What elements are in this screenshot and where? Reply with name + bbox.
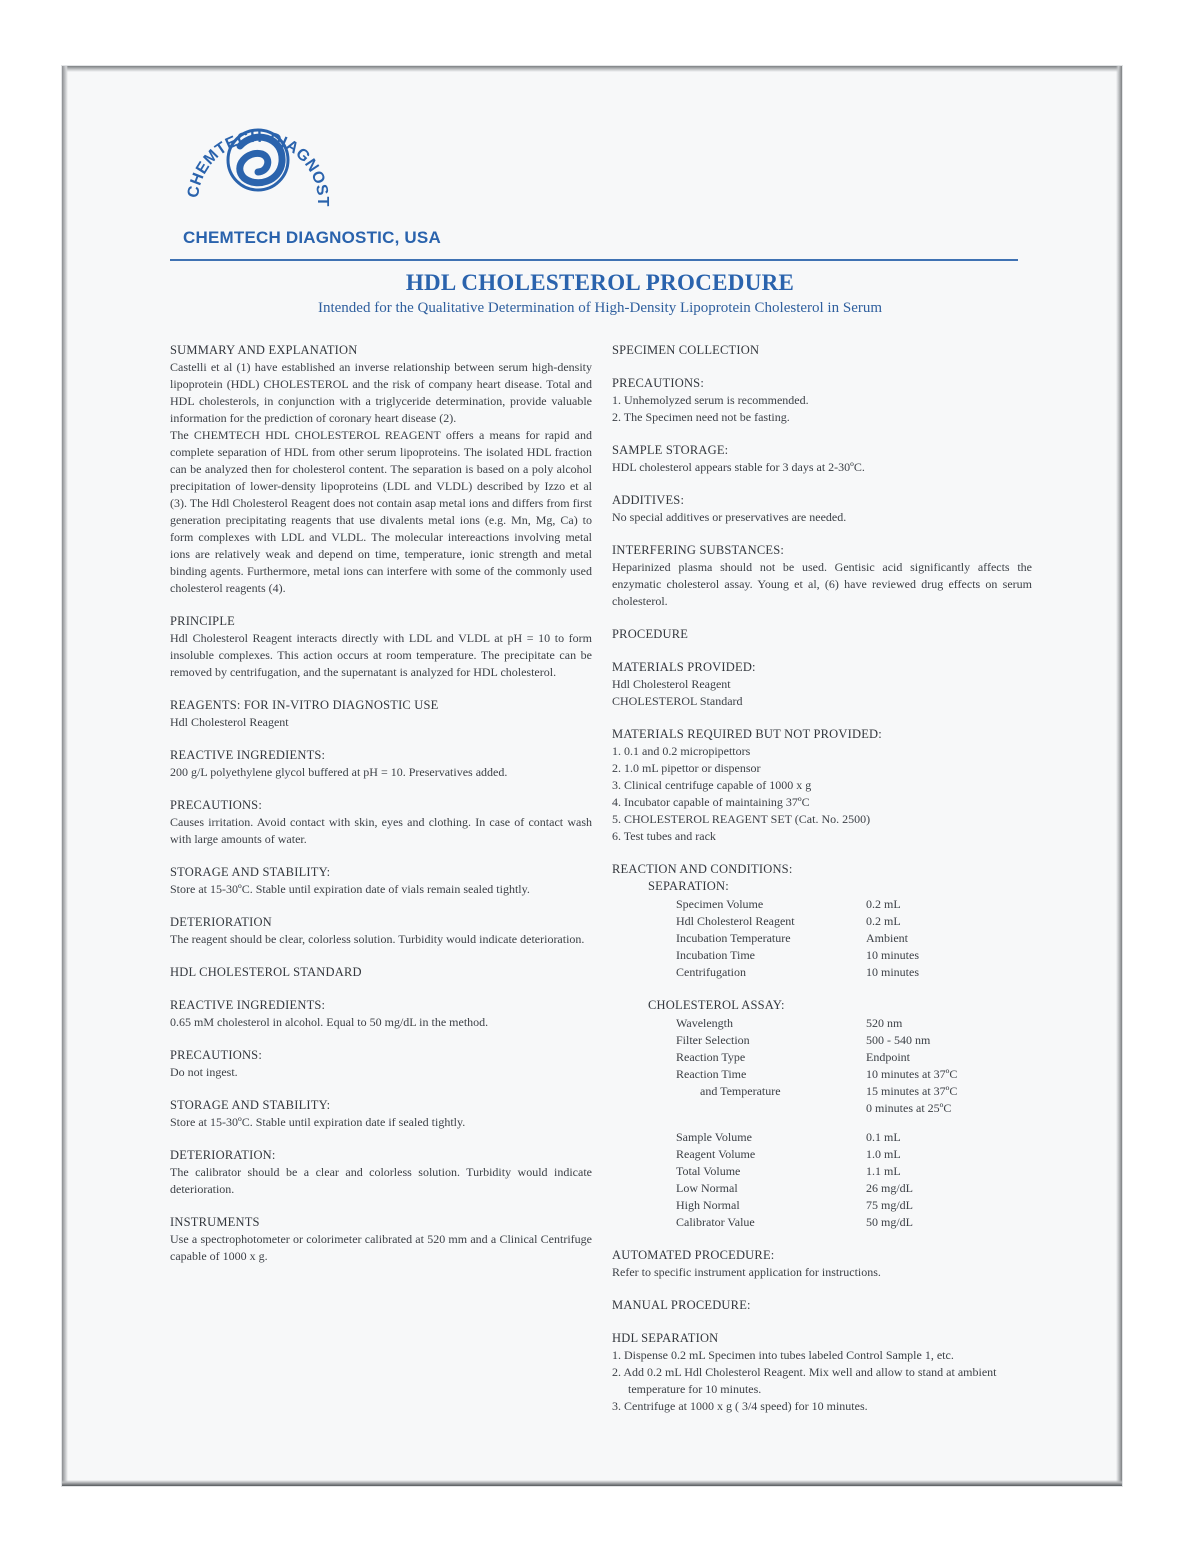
table-row — [676, 1066, 1032, 1083]
table-key: and Temperature — [676, 1084, 781, 1098]
paragraph: Causes irritation. Avoid contact with skin, eyes and clothing. In case of contact wash with large amounts of water. — [170, 815, 592, 846]
section-heading: MANUAL PROCEDURE: — [612, 1298, 751, 1312]
swirl-icon — [228, 130, 288, 190]
separation-table — [612, 896, 1032, 981]
list-item: 3. Clinical centrifuge capable of 1000 x g — [612, 778, 812, 792]
table-key: Low Normal — [676, 1181, 738, 1195]
section-heading: INSTRUMENTS — [170, 1215, 260, 1229]
header-rule — [170, 259, 1018, 261]
list-item: 1. Dispense 0.2 mL Specimen into tubes labeled Control Sample 1, etc. — [612, 1348, 954, 1362]
paragraph: Hdl Cholesterol Reagent — [170, 715, 289, 729]
company-name: CHEMTECH DIAGNOSTIC, USA — [183, 228, 441, 247]
table-value: 1.0 mL — [866, 1147, 901, 1161]
table-key: Incubation Temperature — [676, 931, 791, 945]
paragraph: Heparinized plasma should not be used. Gentisic acid significantly affects the enzymatic cholesterol assay. Young et al, (6) have reviewed drug effects on serum cholesterol. — [612, 560, 1032, 608]
table-row — [676, 1049, 1032, 1066]
section-heading: MATERIALS PROVIDED: — [612, 660, 756, 674]
section-heading: REACTIVE INGREDIENTS: — [170, 998, 326, 1012]
section-heading: INTERFERING SUBSTANCES: — [612, 543, 785, 557]
list-item: 4. Incubator capable of maintaining 37ºC — [612, 795, 810, 809]
section-heading: PRECAUTIONS: — [170, 1048, 262, 1062]
paragraph: Hdl Cholesterol Reagent interacts directly with LDL and VLDL at pH = 10 to form insoluble complexes. This action occurs at room temperature. The precipitate can be removed by centrifugation, and the supernatant is analyzed for HDL cholesterol. — [170, 631, 592, 679]
paragraph: Refer to specific instrument application for instructions. — [612, 1265, 881, 1279]
section-heading: SPECIMEN COLLECTION — [612, 343, 760, 357]
list-item: 1. Unhemolyzed serum is recommended. — [612, 393, 809, 407]
section-heading: ADDITIVES: — [612, 493, 685, 507]
section-heading: HDL CHOLESTEROL STANDARD — [170, 965, 362, 979]
table-value: 75 mg/dL — [866, 1198, 913, 1212]
table-value: Ambient — [866, 931, 908, 945]
paragraph: 200 g/L polyethylene glycol buffered at pH = 10. Preservatives added. — [170, 765, 508, 779]
paragraph: The reagent should be clear, colorless solution. Turbidity would indicate deterioration. — [170, 932, 585, 946]
table-row — [676, 913, 1032, 930]
list-item: 1. 0.1 and 0.2 micropipettors — [612, 744, 751, 758]
section-heading: STORAGE AND STABILITY: — [170, 865, 331, 879]
list-item: 2. The Specimen need not be fasting. — [612, 410, 790, 424]
table-value: 10 minutes at 37ºC — [866, 1067, 958, 1081]
paragraph: Store at 15-30ºC. Stable until expiration date if sealed tightly. — [170, 1115, 466, 1129]
paragraph: No special additives or preservatives are needed. — [612, 510, 847, 524]
table-row — [676, 1015, 1032, 1032]
table-value: 520 nm — [866, 1016, 903, 1030]
left-column — [170, 342, 592, 1281]
table-key: Sample Volume — [676, 1130, 752, 1144]
section-heading: REAGENTS: FOR IN-VITRO DIAGNOSTIC USE — [170, 698, 439, 712]
section-heading: PROCEDURE — [612, 627, 689, 641]
section-heading: DETERIORATION — [170, 915, 272, 929]
table-value: Endpoint — [866, 1050, 910, 1064]
table-row — [676, 1129, 1032, 1146]
section-heading: REACTIVE INGREDIENTS: — [170, 748, 326, 762]
company-logo — [180, 92, 340, 222]
table-row — [676, 1180, 1032, 1197]
paragraph: Castelli et al (1) have established an inverse relationship between serum high-density lipoprotein (HDL) CHOLESTEROL and the risk of company heart disease. Total and HDL cholesterols, in conjunction with a triglyceride determination, provide valuable information for the prediction of coronary heart disease (2). — [170, 360, 592, 425]
section-heading: REACTION AND CONDITIONS: — [612, 862, 793, 876]
paragraph: The calibrator should be a clear and colorless solution. Turbidity would indicate deterioration. — [170, 1165, 592, 1196]
list-item: Hdl Cholesterol Reagent — [612, 677, 731, 691]
scan-edge-bottom — [62, 1480, 1122, 1486]
table-value: 50 mg/dL — [866, 1215, 913, 1229]
table-value: 0.2 mL — [866, 897, 901, 911]
table-row — [676, 1146, 1032, 1163]
list-item: 2. Add 0.2 mL Hdl Cholesterol Reagent. Mix well and allow to stand at ambient temperature for 10 minutes. — [612, 1365, 997, 1396]
paragraph: Store at 15-30ºC. Stable until expiration date of vials remain sealed tightly. — [170, 882, 530, 896]
table-value: 500 - 540 nm — [866, 1033, 931, 1047]
table-key: Reagent Volume — [676, 1147, 756, 1161]
section-heading: PRECAUTIONS: — [170, 798, 262, 812]
document-title: HDL CHOLESTEROL PROCEDURE — [405, 270, 795, 295]
document-subtitle: Intended for the Qualitative Determination of High-Density Lipoprotein Cholesterol in Serum — [317, 300, 883, 316]
table-key: Calibrator Value — [676, 1215, 755, 1229]
paragraph: Use a spectrophotometer or colorimeter calibrated at 520 mm and a Clinical Centrifuge capable of 1000 x g. — [170, 1232, 592, 1263]
list-item: 2. 1.0 mL pipettor or dispensor — [612, 761, 761, 775]
subsection-heading: CHOLESTEROL ASSAY: — [648, 998, 785, 1012]
table-key — [676, 1100, 866, 1117]
table-value: 0.1 mL — [866, 1130, 901, 1144]
table-key: Incubation Time — [676, 948, 756, 962]
list-item: 5. CHOLESTEROL REAGENT SET (Cat. No. 2500) — [612, 812, 871, 826]
table-row — [676, 1163, 1032, 1180]
section-heading: SAMPLE STORAGE: — [612, 443, 729, 457]
table-key: Hdl Cholesterol Reagent — [676, 914, 795, 928]
list-item: 6. Test tubes and rack — [612, 829, 716, 843]
list-item: 3. Centrifuge at 1000 x g ( 3/4 speed) for 10 minutes. — [612, 1399, 868, 1413]
table-row — [676, 947, 1032, 964]
table-row — [676, 1032, 1032, 1049]
paragraph: 0.65 mM cholesterol in alcohol. Equal to 50 mg/dL in the method. — [170, 1015, 489, 1029]
section-heading: STORAGE AND STABILITY: — [170, 1098, 331, 1112]
table-key: Wavelength — [676, 1016, 734, 1030]
section-heading: PRECAUTIONS: — [612, 376, 704, 390]
table-key: Specimen Volume — [676, 897, 764, 911]
table-value: 0.2 mL — [866, 914, 901, 928]
table-row — [676, 1100, 1032, 1117]
logo-ring-text: CHEMTECH•DIAGNOST — [184, 128, 332, 207]
table-value: 10 minutes — [866, 965, 919, 979]
table-key: Centrifugation — [676, 965, 746, 979]
table-value: 10 minutes — [866, 948, 919, 962]
section-heading: MATERIALS REQUIRED BUT NOT PROVIDED: — [612, 727, 882, 741]
table-value: 15 minutes at 37ºC — [866, 1084, 958, 1098]
table-row — [676, 1214, 1032, 1231]
table-key: Filter Selection — [676, 1033, 750, 1047]
section-heading: SUMMARY AND EXPLANATION — [170, 343, 358, 357]
table-row — [676, 930, 1032, 947]
table-key: High Normal — [676, 1198, 740, 1212]
subsection-heading: SEPARATION: — [648, 879, 729, 893]
table-value: 26 mg/dL — [866, 1181, 913, 1195]
section-heading: DETERIORATION: — [170, 1148, 276, 1162]
assay-table — [612, 1015, 1032, 1231]
table-value: 1.1 mL — [866, 1164, 901, 1178]
table-row — [676, 1083, 1032, 1100]
table-key: Reaction Time — [676, 1067, 747, 1081]
table-value: 0 minutes at 25ºC — [866, 1101, 952, 1115]
section-heading: AUTOMATED PROCEDURE: — [612, 1248, 775, 1262]
section-heading: PRINCIPLE — [170, 614, 236, 628]
table-key: Total Volume — [676, 1164, 741, 1178]
paragraph: Do not ingest. — [170, 1065, 238, 1079]
list-item: CHOLESTEROL Standard — [612, 694, 743, 708]
table-row — [676, 1197, 1032, 1214]
paragraph: The CHEMTECH HDL CHOLESTEROL REAGENT offers a means for rapid and complete separation of HDL from other serum lipoproteins. The isolated HDL fraction can be analyzed then for cholesterol content. The separation is based on a poly alcohol precipitation of lower-density lipoproteins (LDL and VLDL) described by Izzo et al (3). The Hdl Cholesterol Reagent does not contain asap metal ions and differs from first generation precipitating reagents that use divalents metal ions (e.g. Mn, Mg, Ca) to form complexes with LDL and VLDL. The molecular intereactions involving metal ions are relatively weak and depend on time, temperature, ionic strength and metal binding agents. Furthermore, metal ions can interfere with some of the commonly used cholesterol reagents (4). — [170, 428, 592, 595]
table-row — [676, 964, 1032, 981]
table-key: Reaction Type — [676, 1050, 746, 1064]
table-row — [676, 896, 1032, 913]
paragraph: HDL cholesterol appears stable for 3 days at 2-30ºC. — [612, 460, 865, 474]
scan-edge-top — [62, 66, 1122, 72]
section-heading: HDL SEPARATION — [612, 1331, 719, 1345]
right-column — [612, 342, 1032, 1431]
